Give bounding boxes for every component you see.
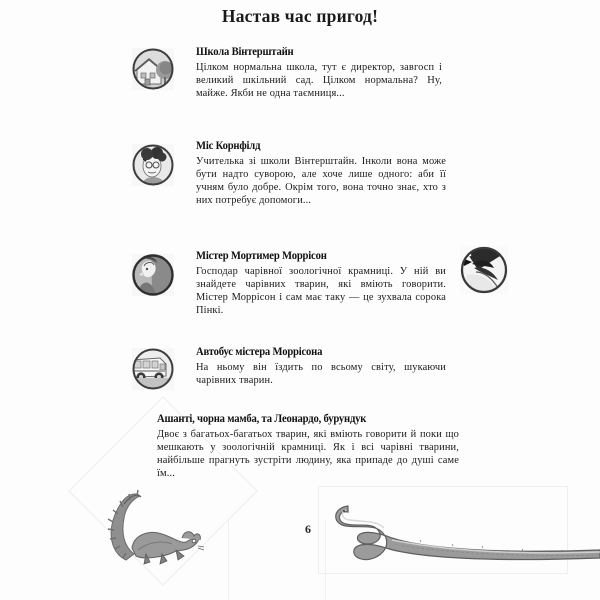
entry-school-text: Цілком нормальна школа, тут є директор, завгосп і великий шкільний сад. Цілком нормальна? Ну, майже. Якби не одна таємниця... bbox=[196, 62, 442, 100]
entry-bus-heading: Автобус містера Моррісона bbox=[196, 346, 323, 358]
black-mamba-snake-illustration-icon bbox=[332, 500, 600, 578]
magpie-bird-circle-icon bbox=[460, 246, 508, 294]
morrison-portrait-circle-icon bbox=[132, 254, 174, 296]
entry-morrison-heading: Містер Мортимер Моррісон bbox=[196, 250, 327, 262]
teacher-portrait-circle-icon bbox=[132, 144, 174, 186]
background-rectangle-shape-2 bbox=[228, 520, 326, 600]
chipmunk-illustration-icon bbox=[104, 488, 208, 572]
entry-morrison-body bbox=[196, 250, 446, 317]
entry-school-body bbox=[196, 46, 442, 100]
entry-bus-text: На ньому він їздить по всьому світу, шукаючи чарівних тварин. bbox=[196, 362, 446, 387]
entry-cornfield-heading: Міс Корнфілд bbox=[196, 140, 261, 152]
entry-school-heading: Школа Вінтерштайн bbox=[196, 46, 294, 58]
vintage-bus-circle-icon bbox=[132, 348, 174, 390]
entry-animals-body bbox=[157, 413, 459, 480]
entry-animals-heading: Ашанті, чорна мамба, та Леонардо, бурундук bbox=[157, 413, 367, 425]
entry-cornfield-text: Учителька зі школи Вінтерштайн. Інколи вона може бути надто суворою, але хоче лише одного: аби її учням було добре. Окрім того, вона точно знає, хто з них потребує допомоги... bbox=[196, 156, 446, 207]
entry-cornfield-body bbox=[196, 140, 446, 207]
entry-animals-text: Двоє з багатьох-багатьох тварин, які вміють говорити й поки що мешкають у зоологічній крамниці. Як і всі чарівні тварини, найбільше прагнуть зустріти людину, яка припаде до душі саме їм... bbox=[157, 429, 459, 480]
entry-morrison-text: Господар чарівної зоологічної крамниці. У ній ви знайдете чарівних тварин, які вміють говорити. Містер Моррісон і сам має таку — це зухвала сорока Пінкі. bbox=[196, 266, 446, 317]
page-title: Настав час пригод! bbox=[221, 6, 379, 26]
entry-bus-body bbox=[196, 346, 446, 387]
page-number: 6 bbox=[305, 522, 311, 536]
school-building-circle-icon bbox=[132, 48, 174, 90]
